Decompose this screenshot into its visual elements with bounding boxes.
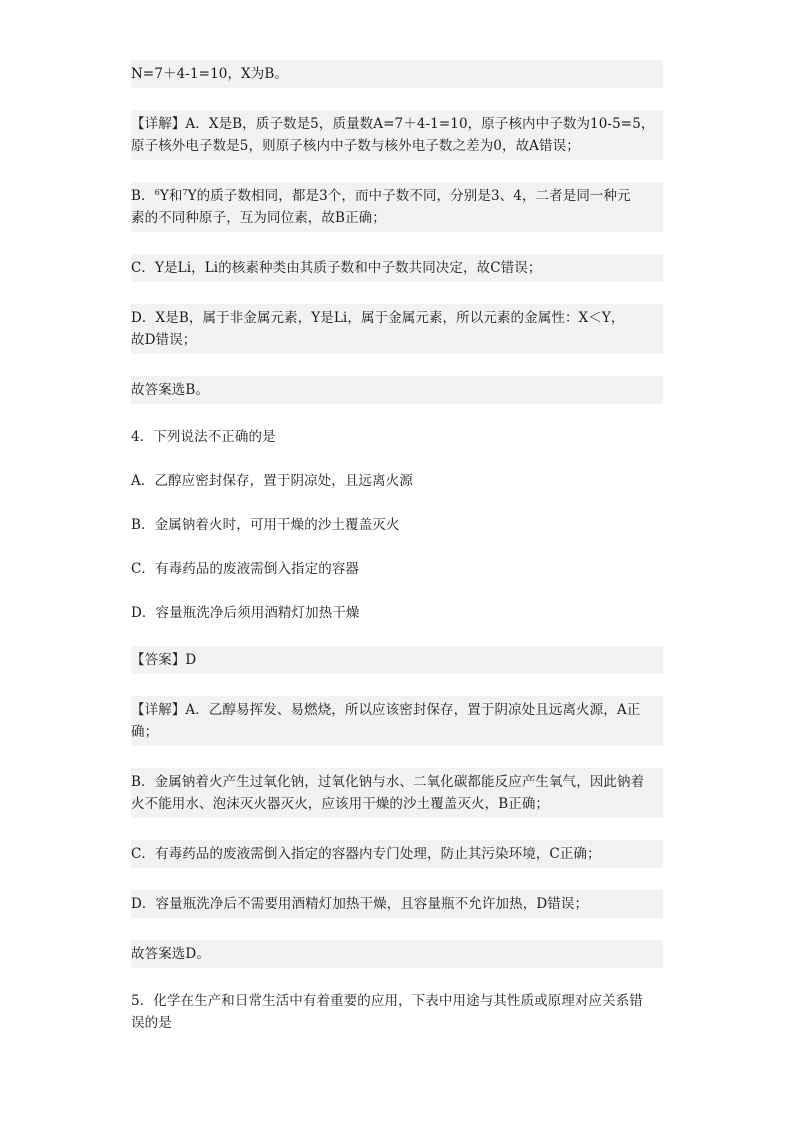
q4-detail-d-line: D．容量瓶洗净后不需要用酒精灯加热干燥，且容量瓶不允许加热，D错误； [131,896,589,912]
q4-answer-block [131,646,663,674]
q4-option-d-block [131,602,663,624]
q4-option-a-block [131,470,663,492]
q5-stem-line1: 5．化学在生产和日常生活中有着重要的应用，下表中用途与其性质或原理对应关系错 [131,993,643,1009]
prev-conclusion: 故答案选B。 [131,382,210,398]
q4-option-c-block [131,558,663,580]
prev-detail-d-line1: D．X是B，属于非金属元素，Y是Li，属于金属元素，所以元素的金属性：X＜Y， [131,310,625,326]
q4-stem-block [131,426,663,448]
prev-detail-d-block [131,304,663,354]
q4-option-a: A．乙醇应密封保存，置于阴凉处，且远离火源 [131,473,413,489]
prev-answer-tail-block [131,60,663,88]
prev-answer-tail: N=7＋4-1=10，X为B。 [131,66,288,82]
q4-answer: 【答案】D [131,652,197,668]
prev-detail-b-line1 [131,185,663,207]
prev-detail-a-line2: 原子核外电子数是5，则原子核内中子数与核外电子数之差为0，故A错误； [131,138,580,154]
q4-detail-c-line: C．有毒药品的废液需倒入指定的容器内专门处理，防止其污染环境，C正确； [131,846,601,862]
q4-detail-b-line2: 火不能用水、泡沫灭火器灭火，应该用干燥的沙土覆盖灭火，B正确； [131,796,550,812]
prev-conclusion-block [131,376,663,404]
q4-detail-b-block [131,768,663,818]
q5-stem-line2: 误的是 [131,1015,172,1031]
prev-detail-d-line2: 故D错误； [131,332,197,348]
prev-detail-b-block [131,182,663,232]
q4-option-c: C．有毒药品的废液需倒入指定的容器 [131,561,360,577]
q4-detail-a-block [131,696,663,746]
isotope-mass-6: 6 [154,188,160,197]
q4-option-b: B．金属钠着火时，可用干燥的沙土覆盖灭火 [131,517,400,533]
q4-detail-a-line1: 【详解】A．乙醇易挥发、易燃烧，所以应该密封保存，置于阴凉处且远离火源，A正 [131,702,641,718]
q4-detail-a-line2: 确； [131,724,159,740]
q4-detail-c-block [131,840,663,868]
document-page [131,60,663,1034]
prev-detail-a-block [131,110,663,160]
isotope-mass-7: 7 [182,188,188,197]
q4-option-b-block [131,514,663,536]
prev-detail-b-mid2: Y的质子数相同，都是3个，而中子数不同，分别是3、4，二者是同一种元 [187,188,631,204]
q4-detail-b-line1: B．金属钠着火产生过氧化钠，过氧化钠与水、二氧化碳都能反应产生氧气，因此钠着 [131,774,645,790]
prev-detail-a-line1: 【详解】A．X是B，质子数是5，质量数A=7＋4-1=10，原子核内中子数为10-5=5， [131,116,655,132]
q5-stem-block [131,990,663,1034]
q4-detail-d-block [131,890,663,918]
prev-detail-b-line2: 素的不同种原子，互为同位素，故B正确； [131,210,386,226]
prev-detail-b-mid1: Y和 [159,188,183,204]
prev-detail-c-line: C．Y是Li，Li的核素种类由其质子数和中子数共同决定，故C错误； [131,260,542,276]
prev-detail-c-block [131,254,663,282]
q4-conclusion: 故答案选D。 [131,946,210,962]
q4-stem: 4．下列说法不正确的是 [131,429,276,445]
q4-conclusion-block [131,940,663,968]
prev-detail-b-prefix: B． [131,188,155,204]
q4-option-d: D．容量瓶洗净后须用酒精灯加热干燥 [131,605,360,621]
